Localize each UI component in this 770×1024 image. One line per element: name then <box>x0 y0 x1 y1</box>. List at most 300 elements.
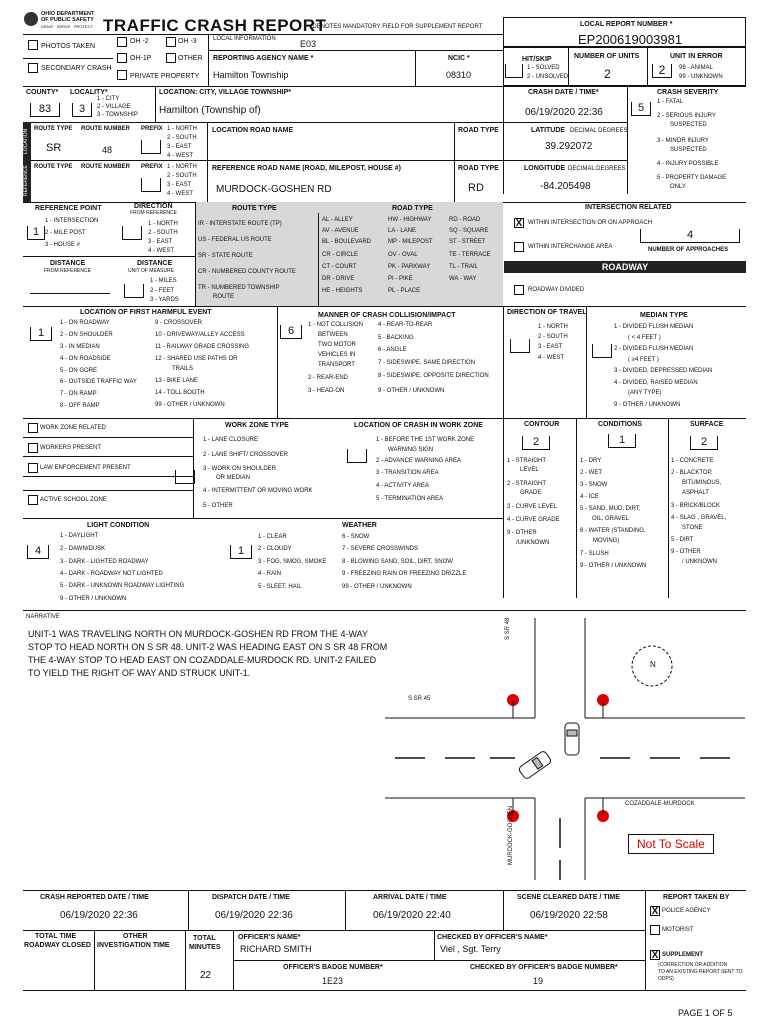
prefix-code[interactable] <box>141 140 161 154</box>
rt-opt1: US - FEDERAL US ROUTE <box>198 237 272 243</box>
ref-opt2: 2 - MILE POST <box>45 230 86 236</box>
local-information[interactable]: E03 <box>300 39 317 49</box>
weather-code[interactable]: 1 <box>230 545 252 559</box>
light-code[interactable]: 4 <box>27 545 49 559</box>
route-type[interactable]: SR <box>46 142 62 154</box>
weather2-3: 9 - FREEZING RAIN OR FREEZING DRIZZLE <box>342 571 467 577</box>
longitude[interactable]: -84.205498 <box>540 181 591 192</box>
active-school-zone-checkbox[interactable] <box>28 495 38 505</box>
fh-col1-0: 1 - ON ROADWAY <box>60 320 110 326</box>
surface-6: STONE <box>682 525 703 531</box>
median-5: 4 - DIVIDED, RAISED MEDIAN <box>614 380 698 386</box>
cond-3: 4 - ICE <box>580 494 599 500</box>
checked-by[interactable]: Viel , Sgt. Terry <box>440 944 501 954</box>
surface-8: 9 - OTHER <box>671 549 701 555</box>
road-col3-1: SQ - SQUARE <box>449 228 489 234</box>
wzl-5: 5 - TERMINATION AREA <box>376 496 444 502</box>
number-of-units[interactable]: 2 <box>604 67 611 81</box>
prefix2-code[interactable] <box>141 178 161 192</box>
wz-4: 4 - INTERMITTENT OR MOVING WORK <box>203 488 313 494</box>
median-6: (ANY TYPE) <box>628 390 662 396</box>
roadway-divided-label: ROADWAY DIVIDED <box>528 287 585 293</box>
locality-label: LOCALITY* <box>70 89 108 96</box>
roadway-closed-label: ROADWAY CLOSED <box>24 942 91 949</box>
hit-skip-label: HIT/SKIP <box>522 56 552 63</box>
dir-travel-label: DIRECTION OF TRAVEL <box>507 309 587 316</box>
sev3b: SUSPECTED <box>670 147 707 153</box>
motorist-label: MOTORIST <box>662 927 694 933</box>
median-7: 9 - OTHER / UNKNOWN <box>614 402 681 408</box>
road-col3-5: WA - WAY <box>449 276 477 282</box>
scene-cleared-label: SCENE CLEARED DATE / TIME <box>517 894 620 901</box>
route-number-label: ROUTE NUMBER <box>81 126 130 132</box>
wz-5: 5 - OTHER <box>203 503 233 509</box>
unit-in-error-99: 99 - UNKNOWN <box>679 74 723 80</box>
dir-travel-code[interactable] <box>510 339 530 353</box>
manner-col1-0: 1 - NOT COLLISION <box>308 322 363 328</box>
fh-col2-1: 10 - DRIVEWAY/ALLEY ACCESS <box>155 332 245 338</box>
locality-code[interactable]: 3 <box>72 103 92 117</box>
median-3: ( ≥4 FEET ) <box>628 357 659 363</box>
ncic-label: NCIC * <box>448 55 470 62</box>
oh1p-checkbox[interactable] <box>117 53 127 63</box>
secondary-crash-label: SECONDARY CRASH <box>41 65 112 72</box>
manner-col1-3: VEHICLES IN <box>318 352 356 358</box>
cond-7: MOVING) <box>593 538 620 544</box>
road-col3-3: TE - TERRACE <box>449 252 491 258</box>
arrival-label: ARRIVAL DATE / TIME <box>373 894 447 901</box>
weather1-4: 5 - SLEET, HAIL <box>258 584 302 590</box>
fh-col1-3: 4 - ON ROADSIDE <box>60 356 111 362</box>
oh2-label: OH -2 <box>130 38 149 45</box>
diagram-sr48-left: S SR 45 <box>408 696 431 702</box>
within-interchange-checkbox[interactable] <box>514 242 524 252</box>
sev5b: ONLY <box>670 184 686 190</box>
manner-code[interactable]: 6 <box>280 325 302 339</box>
median-2: 2 - DIVIDED FLUSH MEDIAN <box>614 346 694 352</box>
center-dashes <box>395 758 730 880</box>
within-interchange-label: WITHIN INTERCHANGE AREA <box>528 244 613 250</box>
checked-by-label: CHECKED BY OFFICER'S NAME* <box>437 934 548 941</box>
route-type-head: ROUTE TYPE <box>232 205 277 212</box>
surface-0: 1 - CONCRETE <box>671 458 714 464</box>
fh-col2-2: 11 - RAILWAY GRADE CROSSING <box>155 344 250 350</box>
manner-col1-2: TWO MOTOR <box>318 342 356 348</box>
median-1: ( < 4 FEET ) <box>628 335 661 341</box>
crash-severity-code[interactable]: 5 <box>631 102 651 116</box>
supplement-note2: TO AN EXISTING REPORT SENT TO <box>658 969 743 975</box>
investigation-time-label: INVESTIGATION TIME <box>97 942 170 949</box>
surface-code[interactable]: 2 <box>690 436 718 450</box>
stop-sign-icon <box>507 694 609 822</box>
fh-col1-4: 5 - ON GORE <box>60 368 98 374</box>
road-col3-4: TL - TRAIL <box>449 264 479 270</box>
total-time-label: TOTAL TIME <box>35 933 77 940</box>
oh1p-label: OH-1P <box>130 55 152 62</box>
work-zone-related-label: WORK ZONE RELATED <box>40 425 106 431</box>
location-name[interactable]: Hamilton (Township of) <box>159 105 261 116</box>
road-col1-1: AV - AVENUE <box>322 228 359 234</box>
latitude-label: LATITUDE <box>531 127 566 134</box>
road-col2-0: HW - HIGHWAY <box>388 217 432 223</box>
scene-cleared[interactable]: 06/19/2020 22:58 <box>530 910 608 921</box>
diagram-north: N <box>650 660 656 669</box>
surface-4: 3 - BRICK/BLOCK <box>671 503 721 509</box>
sev2: 2 - SERIOUS INJURY <box>657 113 716 119</box>
badge[interactable]: 1E23 <box>322 976 344 986</box>
roadway-banner: ROADWAY <box>504 261 746 273</box>
weather2-4: 99 - OTHER / UNKNOWN <box>342 584 412 590</box>
intersection-related-label: INTERSECTION RELATED <box>585 204 672 211</box>
manner-label: MANNER OF CRASH COLLISION/IMPACT <box>318 312 456 319</box>
private-property-label: PRIVATE PROPERTY <box>130 73 200 80</box>
latitude[interactable]: 39.292072 <box>545 141 593 152</box>
narrative-text[interactable]: UNIT-1 WAS TRAVELING NORTH ON MURDOCK-GOSHEN RD FROM THE 4-WAY STOP TO HEAD NORTH ON S SR 48. UNIT-2 WAS HEADING EAST ON S SR 48 FROM THE 4-WAY STOP TO HEAD EAST ON COZADDALE-MURDOCK RD. UNIT-2 FAILED TO YIELD THE RIGHT OF WAY AND STRUCK UNIT-1. <box>28 629 388 678</box>
odps-logo <box>24 10 98 30</box>
reporting-agency[interactable]: Hamilton Township <box>213 70 289 80</box>
manner-col1-4: TRANSPORT <box>318 362 355 368</box>
logo-line3: DRIVE · SERVE · PROTECT <box>41 24 93 29</box>
workers-present-checkbox[interactable] <box>28 443 38 453</box>
dir-travel-0: 1 - NORTH <box>538 324 568 330</box>
decimal-degrees-1: DECIMAL DEGREES <box>570 128 628 134</box>
county-code[interactable]: 83 <box>30 103 60 117</box>
unit-in-error-code[interactable]: 2 <box>652 64 672 78</box>
ref-opt3: 3 - HOUSE # <box>45 242 81 248</box>
rt-opt0: IR - INTERSTATE ROUTE (TP) <box>198 221 282 227</box>
rt-opt3: CR - NUMBERED COUNTY ROUTE <box>198 269 296 275</box>
route-type-label: ROUTE TYPE <box>34 126 73 132</box>
locality-opt1: 1 - CITY <box>97 96 120 102</box>
light-5: 9 - OTHER / UNKNOWN <box>60 596 127 602</box>
dir-opt4: 4 - WEST <box>148 248 175 254</box>
cond-8: 7 - SLUSH <box>580 551 609 557</box>
road-col3-0: RD - ROAD <box>449 217 481 223</box>
road-col2-3: OV - OVAL <box>388 252 418 258</box>
report-title: TRAFFIC CRASH REPORT <box>103 16 327 35</box>
sev2b: SUSPECTED <box>670 122 707 128</box>
supplement-checkbox[interactable]: X <box>651 950 659 961</box>
dir-travel-1: 2 - SOUTH <box>538 334 568 340</box>
other-checkbox[interactable] <box>166 53 176 63</box>
fh-col2-6: 14 - TOLL BOOTH <box>155 390 205 396</box>
prefix-opt1: 1 - NORTH <box>167 126 197 132</box>
distance-sub: FROM REFERENCE <box>44 268 91 274</box>
road-col3-2: ST - STREET <box>449 239 486 245</box>
light-0: 1 - DAYLIGHT <box>60 533 99 539</box>
ref-point-label: REFERENCE POINT <box>35 205 102 212</box>
unit-of-measure: UNIT OF MEASURE <box>128 268 175 274</box>
crash-reported-label: CRASH REPORTED DATE / TIME <box>40 894 149 901</box>
ref-opt1: 1 - INTERSECTION <box>45 218 99 224</box>
road-type-head: ROAD TYPE <box>392 205 433 212</box>
rt-opt4: TR - NUMBERED TOWNSHIP <box>198 285 280 291</box>
total-label: TOTAL <box>193 935 216 942</box>
sev1: 1 - FATAL <box>657 99 684 105</box>
unit-in-error-98: 98 - ANIMAL <box>679 65 714 71</box>
road-type-label-2: ROAD TYPE <box>458 165 499 172</box>
diagram-cozaddale: COZADDALE-MURDOCK <box>625 801 695 807</box>
contour-0: 1 - STRAIGHT <box>507 458 547 464</box>
first-harmful-label: LOCATION OF FIRST HARMFUL EVENT <box>80 309 212 316</box>
crash-date-label: CRASH DATE / TIME* <box>528 89 599 96</box>
oh3-checkbox[interactable] <box>166 37 176 47</box>
cond-9: 9 - OTHER / UNKNOWN <box>580 563 647 569</box>
minutes-label: MINUTES <box>189 944 221 951</box>
manner-col2-3: 7 - SIDESWIPE, SAME DIRECTION <box>378 360 476 366</box>
road-col1-5: DR - DRIVE <box>322 276 355 282</box>
fh-col1-1: 2 - ON SHOULDER <box>60 332 113 338</box>
surface-3: ASPHALT <box>682 490 709 496</box>
wz-3: OR MEDIAN <box>216 475 251 481</box>
checked-badge[interactable]: 19 <box>533 976 544 986</box>
work-zone-type-code[interactable] <box>175 470 195 484</box>
prefix2-opt2: 2 - SOUTH <box>167 173 197 179</box>
weather-label: WEATHER <box>342 522 377 529</box>
ref-road-name[interactable]: MURDOCK-GOSHEN RD <box>216 184 332 195</box>
dir-travel-2: 3 - EAST <box>538 344 563 350</box>
active-school-zone-label: ACTIVE SCHOOL ZONE <box>40 497 107 503</box>
photos-taken-checkbox[interactable] <box>28 40 38 50</box>
prefix2-opt4: 4 - WEST <box>167 191 194 197</box>
photos-taken-label: PHOTOS TAKEN <box>41 43 96 50</box>
local-report-number[interactable]: EP200619003981 <box>578 32 683 47</box>
number-of-approaches-label: NUMBER OF APPROACHES <box>648 247 729 253</box>
prefix-opt2: 2 - SOUTH <box>167 135 197 141</box>
other-time-label: OTHER <box>123 933 148 940</box>
wz-2: 3 - WORK ON SHOULDER <box>203 466 277 472</box>
median-code[interactable] <box>592 344 612 358</box>
roadway-divided-checkbox[interactable] <box>514 285 524 295</box>
weather2-1: 7 - SEVERE CROSSWINDS <box>342 546 419 552</box>
wzl-0: 1 - BEFORE THE 1ST WORK ZONE <box>376 437 475 443</box>
surface-1: 2 - BLACKTOP, <box>671 470 713 476</box>
median-4: 3 - DIVIDED, DEPRESSED MEDIAN <box>614 368 713 374</box>
logo-line1: OHIO DEPARTMENT <box>41 11 95 17</box>
dispatch[interactable]: 06/19/2020 22:36 <box>215 910 293 921</box>
conditions-code[interactable]: 1 <box>608 434 636 448</box>
prefix-opt3: 3 - EAST <box>167 144 192 150</box>
work-zone-type-label: WORK ZONE TYPE <box>225 422 289 429</box>
prefix-opt4: 4 - WEST <box>167 153 194 159</box>
road-col2-5: PI - PIKE <box>388 276 413 282</box>
light-2: 3 - DARK - LIGHTED ROADWAY <box>60 559 149 565</box>
contour-7: /UNKNOWN <box>516 540 550 546</box>
cond-5: OIL, GRAVEL <box>592 516 629 522</box>
contour-6: 9 - OTHER <box>507 530 537 536</box>
surface-2: BITUMINOUS, <box>682 480 722 486</box>
contour-3: GRADE <box>520 490 542 496</box>
wz-1: 2 - LANE SHIFT/ CROSSOVER <box>203 452 289 458</box>
secondary-crash-checkbox[interactable] <box>28 63 38 73</box>
fh-col2-0: 9 - CROSSOVER <box>155 320 203 326</box>
narrative-label: NARRATIVE <box>26 614 60 620</box>
road-col2-6: PL - PLACE <box>388 288 421 294</box>
officer-name[interactable]: RICHARD SMITH <box>240 944 312 954</box>
crash-severity-label: CRASH SEVERITY <box>657 89 719 96</box>
manner-col2-0: 4 - REAR-TO-REAR <box>378 322 433 328</box>
total-minutes[interactable]: 22 <box>200 970 212 981</box>
diagram-sr48-top: S SR 48 <box>505 617 511 640</box>
number-of-units-label: NUMBER OF UNITS <box>574 53 640 60</box>
other-label: OTHER <box>178 55 203 62</box>
manner-col2-5: 9 - OTHER / UNKNOWN <box>378 388 445 394</box>
cond-2: 3 - SNOW <box>580 482 608 488</box>
wz-0: 1 - LANE CLOSURE <box>203 437 259 443</box>
page-number: PAGE 1 OF 5 <box>678 1008 733 1018</box>
ncic[interactable]: 08310 <box>446 70 472 80</box>
direction-label: DIRECTION <box>134 203 173 210</box>
ref-road-type[interactable]: RD <box>468 182 484 194</box>
private-property-checkbox[interactable] <box>117 70 127 80</box>
fh-col1-7: 8 - OFF RAMP <box>60 403 100 409</box>
road-col1-0: AL - ALLEY <box>322 217 353 223</box>
surface-5: 4 - SLAG , GRAVEL, <box>671 515 727 521</box>
supplement-note3: ODPS) <box>658 976 674 982</box>
fh-col1-6: 7 - ON RAMP <box>60 391 97 397</box>
cond-0: 1 - DRY <box>580 458 602 464</box>
manner-col1-1: BETWEEN <box>318 332 348 338</box>
distance-label: DISTANCE <box>50 260 86 267</box>
supplement-note1: (CORRECTION OR ADDITION <box>658 962 728 968</box>
work-zone-related-checkbox[interactable] <box>28 423 38 433</box>
direction-code[interactable] <box>122 226 142 240</box>
hit-skip-1: 1 - SOLVED <box>527 65 560 71</box>
checked-badge-label: CHECKED BY OFFICER'S BADGE NUMBER* <box>470 964 618 971</box>
crash-date[interactable]: 06/19/2020 22:36 <box>525 107 603 118</box>
local-information-label: LOCAL INFORMATION <box>213 36 276 42</box>
rt-opt2: SR - STATE ROUTE <box>198 253 253 259</box>
from-reference: FROM REFERENCE <box>130 210 177 216</box>
oh2-checkbox[interactable] <box>117 37 127 47</box>
conditions-label: CONDITIONS <box>598 421 642 428</box>
manner-col2-4: 8 - SIDESWIPE, OPPOSITE DIRECTION <box>378 373 489 379</box>
weather2-2: 8 - BLOWING SAND, SOIL, DIRT, SNOW <box>342 559 453 565</box>
manner-col1-6: 3 - HEAD-ON <box>308 388 345 394</box>
officer-name-label: OFFICER'S NAME* <box>238 934 301 941</box>
hit-skip-code[interactable] <box>505 64 523 78</box>
dir-opt3: 3 - EAST <box>148 239 173 245</box>
light-label: LIGHT CONDITION <box>87 522 150 529</box>
road-col1-6: HE - HEIGHTS <box>322 288 363 294</box>
local-report-number-label: LOCAL REPORT NUMBER * <box>580 21 673 28</box>
mandatory-note: *DENOTES MANDATORY FIELD FOR SUPPLEMENT REPORT <box>310 24 483 30</box>
workers-present-label: WORKERS PRESENT <box>40 445 102 451</box>
motorist-checkbox[interactable] <box>650 925 660 935</box>
oh3-label: OH -3 <box>178 38 197 45</box>
contour-code[interactable]: 2 <box>522 436 550 450</box>
surface-9: / UNKNOWN <box>682 559 717 565</box>
location-label: LOCATION: CITY, VILLAGE TOWNSHIP* <box>159 89 291 96</box>
light-3: 4 - DARK - ROADWAY NOT LIGHTED <box>60 571 163 577</box>
law-enforcement-label: LAW ENFORCEMENT PRESENT <box>40 465 131 471</box>
ref-point-code[interactable]: 1 <box>27 226 45 240</box>
wzl-4: 4 - ACTIVITY AREA <box>376 483 429 489</box>
badge-label: OFFICER'S BADGE NUMBER* <box>283 964 383 971</box>
contour-label: CONTOUR <box>524 421 560 428</box>
county-label: COUNTY* <box>26 89 59 96</box>
police-agency-checkbox[interactable]: X <box>651 906 659 917</box>
uom-code[interactable] <box>124 284 144 298</box>
median-type-label: MEDIAN TYPE <box>640 312 688 319</box>
contour-2: 2 - STRAIGHT <box>507 481 547 487</box>
median-0: 1 - DIVIDED FLUSH MEDIAN <box>614 324 694 330</box>
uom-opt3: 3 - YARDS <box>150 297 179 303</box>
fh-col2-4: TRAILS <box>172 366 194 372</box>
sidebar-reference: REFERENCE <box>23 160 31 202</box>
rt-opt5: ROUTE <box>213 294 234 300</box>
sev3: 3 - MINOR INJURY <box>657 138 709 144</box>
arrival[interactable]: 06/19/2020 22:40 <box>373 910 451 921</box>
route-number-label-2: ROUTE NUMBER <box>81 164 130 170</box>
location-road-name-label: LOCATION ROAD NAME <box>212 127 294 134</box>
not-to-scale-label: Not To Scale <box>628 834 714 854</box>
weather1-1: 2 - CLOUDY <box>258 546 292 552</box>
diagram-murdock: MURDOCK-GOSHEN <box>508 805 514 865</box>
weather2-0: 6 - SNOW <box>342 534 370 540</box>
route-number[interactable]: 48 <box>102 145 113 155</box>
law-enforcement-checkbox[interactable] <box>28 463 38 473</box>
police-agency-label: POLICE AGENCY <box>662 908 711 914</box>
distance2-label: DISTANCE <box>137 260 173 267</box>
within-intersection-label: WITHIN INTERSECTION OR ON APPROACH <box>528 220 653 226</box>
route-type-label-2: ROUTE TYPE <box>34 164 73 170</box>
wz-loc-code[interactable] <box>347 449 367 463</box>
fh-col1-2: 3 - IN MEDIAN <box>60 344 100 350</box>
within-intersection-checkbox[interactable]: X <box>515 218 523 229</box>
sev4: 4 - INJURY POSSIBLE <box>657 161 719 167</box>
number-of-approaches-code[interactable]: 4 <box>640 229 740 243</box>
prefix-label-2: PREFIX <box>141 164 163 170</box>
dir-travel-3: 4 - WEST <box>538 355 565 361</box>
weather1-2: 3 - FOG, SMOG, SMOKE <box>258 559 327 565</box>
locality-opt3: 3 - TOWNSHIP <box>97 112 138 118</box>
hit-skip-2: 2 - UNSOLVED <box>527 74 569 80</box>
contour-1: LEVEL <box>520 467 539 473</box>
dir-opt1: 1 - NORTH <box>148 221 178 227</box>
road-col1-3: CR - CIRCLE <box>322 252 359 258</box>
vehicle-unit-1-icon <box>565 723 579 755</box>
longitude-label: LONGITUDE <box>524 165 566 172</box>
weather1-3: 4 - RAIN <box>258 571 282 577</box>
first-harmful-code[interactable]: 1 <box>30 327 52 341</box>
sidebar-location: LOCATION <box>23 122 31 160</box>
weather1-0: 1 - CLEAR <box>258 534 287 540</box>
light-4: 5 - DARK - UNKNOWN ROADWAY LIGHTING <box>60 583 185 589</box>
crash-reported[interactable]: 06/19/2020 22:36 <box>60 910 138 921</box>
fh-col2-3: 12 - SHARED USE PATHS OR <box>155 356 238 362</box>
prefix2-opt1: 1 - NORTH <box>167 164 197 170</box>
wz-loc-label: LOCATION OF CRASH IN WORK ZONE <box>354 422 483 429</box>
road-col1-4: CT - COURT <box>322 264 357 270</box>
surface-label: SURFACE <box>690 421 724 428</box>
locality-opt2: 2 - VILLAGE <box>97 104 131 110</box>
sev5: 5 - PROPERTY DAMAGE <box>657 175 727 181</box>
unit-in-error-label: UNIT IN ERROR <box>670 53 723 60</box>
surface-7: 5 - DIRT <box>671 537 694 543</box>
prefix2-opt3: 3 - EAST <box>167 182 192 188</box>
road-col2-1: LA - LANE <box>388 228 417 234</box>
road-type-label: ROAD TYPE <box>458 127 499 134</box>
uom-opt2: 2 - FEET <box>150 288 175 294</box>
cond-6: 6 - WATER (STANDING, <box>580 528 646 534</box>
prefix-label: PREFIX <box>141 126 163 132</box>
dispatch-label: DISPATCH DATE / TIME <box>212 894 290 901</box>
vehicle-unit-2-icon <box>518 750 552 780</box>
road-col1-2: BL - BOULEVARD <box>322 239 372 245</box>
ref-road-name-label: REFERENCE ROAD NAME (ROAD, MILEPOST, HOUSE #) <box>212 165 402 172</box>
road-col2-2: MP - MILEPOST <box>388 239 433 245</box>
